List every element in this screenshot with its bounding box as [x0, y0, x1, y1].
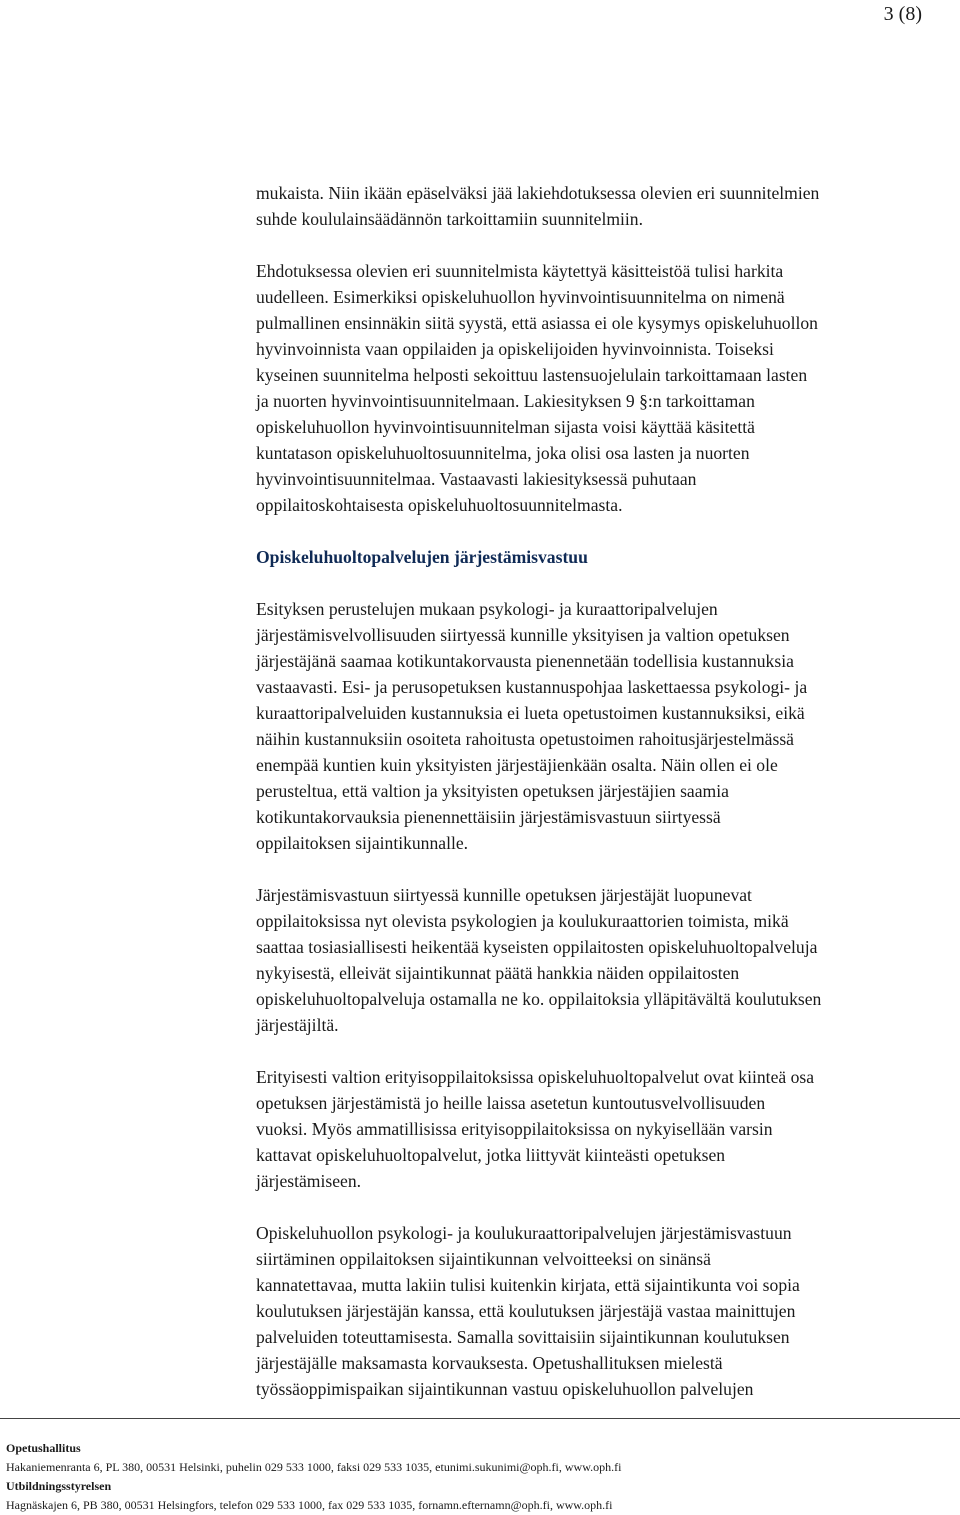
text-line: kuntatason opiskeluhuoltosuunnitelma, joka olisi osa lasten ja nuorten	[256, 443, 750, 463]
text-line: mukaista. Niin ikään epäselväksi jää lakiehdotuksessa olevien eri suunnitelmien	[256, 183, 820, 203]
text-line: kotikuntakorvauksia pienennettäisiin järjestämisvastuun siirtyessä	[256, 807, 721, 827]
text-line: järjestämiseen.	[256, 1171, 362, 1191]
text-line: ja nuorten hyvinvointisuunnitelmaan. Lakiesityksen 9 §:n tarkoittaman	[256, 391, 755, 411]
document-body	[256, 180, 956, 1428]
page-number: 3 (8)	[883, 3, 922, 25]
text-line: vuoksi. Myös ammatillisissa erityisoppilaitoksissa on nykyisellään varsin	[256, 1119, 773, 1139]
intro-paragraphs	[256, 180, 956, 518]
text-line: näihin kustannuksiin osoiteta rahoitusta opetustoimen rahoitusjärjestelmässä	[256, 729, 794, 749]
paragraph	[256, 1064, 956, 1194]
section-heading: Opiskeluhuoltopalvelujen järjestämisvastuu	[256, 547, 588, 567]
text-line: Esityksen perustelujen mukaan psykologi- ja kuraattoripalvelujen	[256, 599, 718, 619]
text-line: siirtäminen oppilaitoksen sijaintikunnan velvoitteeksi on sinänsä	[256, 1249, 711, 1269]
text-line: oppilaitoskohtaisesta opiskeluhuoltosuunnitelmasta.	[256, 495, 623, 515]
text-line: Opiskeluhuollon psykologi- ja koulukuraattoripalvelujen järjestämisvastuun	[256, 1223, 792, 1243]
paragraph	[256, 882, 956, 1038]
text-line: uudelleen. Esimerkiksi opiskeluhuollon hyvinvointisuunnitelma on nimenä	[256, 287, 785, 307]
text-line: Erityisesti valtion erityisoppilaitoksissa opiskeluhuoltopalvelut ovat kiinteä osa	[256, 1067, 815, 1087]
paragraph	[256, 1220, 956, 1402]
text-line: Järjestämisvastuun siirtyessä kunnille opetuksen järjestäjät luopunevat	[256, 885, 752, 905]
footer-org-finnish: Opetushallitus	[6, 1441, 81, 1455]
text-line: oppilaitoksen sijaintikunnalle.	[256, 833, 469, 853]
text-line: järjestäjiltä.	[256, 1015, 339, 1035]
text-line: suhde koululainsäädännön tarkoittamiin suunnitelmiin.	[256, 209, 644, 229]
text-line: järjestäjänä saamaa kotikuntakorvausta pienennetään todellisia kustannuksia	[256, 651, 794, 671]
footer-org-swedish: Utbildningsstyrelsen	[6, 1479, 112, 1493]
text-line: nykyisestä, elleivät sijaintikunnat päätä hankkia näiden oppilaitosten	[256, 963, 740, 983]
text-line: perusteltua, että valtion ja yksityisten opetuksen järjestäjien saamia	[256, 781, 729, 801]
text-line: pulmallinen ensinnäkin siitä syystä, että asiassa ei ole kysymys opiskeluhuollon	[256, 313, 818, 333]
footer-address-finnish: Hakaniemenranta 6, PL 380, 00531 Helsinki, puhelin 029 533 1000, faksi 029 533 1035, etunimi.sukunimi@oph.fi, www.oph.fi	[6, 1460, 622, 1474]
paragraph	[256, 258, 956, 518]
text-line: enempää kuntien kuin yksityisten järjestäjienkään osalta. Näin ollen ei ole	[256, 755, 778, 775]
text-line: oppilaitoksissa nyt olevista psykologien ja koulukuraattorien toimista, mikä	[256, 911, 789, 931]
footer-address-swedish: Hagnäskajen 6, PB 380, 00531 Helsingfors, telefon 029 533 1000, fax 029 533 1035, fornamn.efternamn@oph.fi, www.oph.fi	[6, 1498, 613, 1512]
text-line: kattavat opiskeluhuoltopalvelut, jotka liittyvät kiinteästi opetuksen	[256, 1145, 726, 1165]
text-line: kuraattoripalveluiden kustannuksia ei lueta opetustoimen kustannuksiksi, eikä	[256, 703, 805, 723]
text-line: palveluiden toteuttamisesta. Samalla sovittaisiin sijaintikunnan koulutuksen	[256, 1327, 790, 1347]
text-line: koulutuksen järjestäjän kanssa, että koulutuksen järjestäjä vastaa mainittujen	[256, 1301, 796, 1321]
text-line: Ehdotuksessa olevien eri suunnitelmista käytettyä käsitteistöä tulisi harkita	[256, 261, 784, 281]
section-paragraphs	[256, 596, 956, 1402]
text-line: opiskeluhuollon hyvinvointisuunnitelman sijasta voisi käyttää käsitettä	[256, 417, 755, 437]
text-line: työssäoppimispaikan sijaintikunnan vastuu opiskeluhuollon palvelujen	[256, 1379, 754, 1399]
text-line: kyseinen suunnitelma helposti sekoittuu lastensuojelulain tarkoittamaan lasten	[256, 365, 808, 385]
paragraph	[256, 596, 956, 856]
page-footer	[0, 1418, 960, 1515]
text-line: saattaa tosiasiallisesti heikentää kyseisten oppilaitosten opiskeluhuoltopalveluja	[256, 937, 818, 957]
text-line: kannatettavaa, mutta lakiin tulisi kuitenkin kirjata, että sijaintikunta voi sopia	[256, 1275, 800, 1295]
text-line: vastaavasti. Esi- ja perusopetuksen kustannuspohjaa laskettaessa psykologi- ja	[256, 677, 808, 697]
paragraph	[256, 180, 956, 232]
text-line: opiskeluhuoltopalveluja ostamalla ne ko. oppilaitoksia ylläpitävältä koulutuksen	[256, 989, 822, 1009]
text-line: opetuksen järjestämistä jo heille laissa asetetun kuntoutusvelvollisuuden	[256, 1093, 766, 1113]
text-line: hyvinvoinnista vaan oppilaiden ja opiskelijoiden hyvinvoinnista. Toiseksi	[256, 339, 774, 359]
text-line: järjestäjälle maksamasta korvauksesta. Opetushallituksen mielestä	[256, 1353, 723, 1373]
text-line: hyvinvointisuunnitelmaa. Vastaavasti lakiesityksessä puhutaan	[256, 469, 697, 489]
text-line: järjestämisvelvollisuuden siirtyessä kunnille yksityisen ja valtion opetuksen	[256, 625, 790, 645]
